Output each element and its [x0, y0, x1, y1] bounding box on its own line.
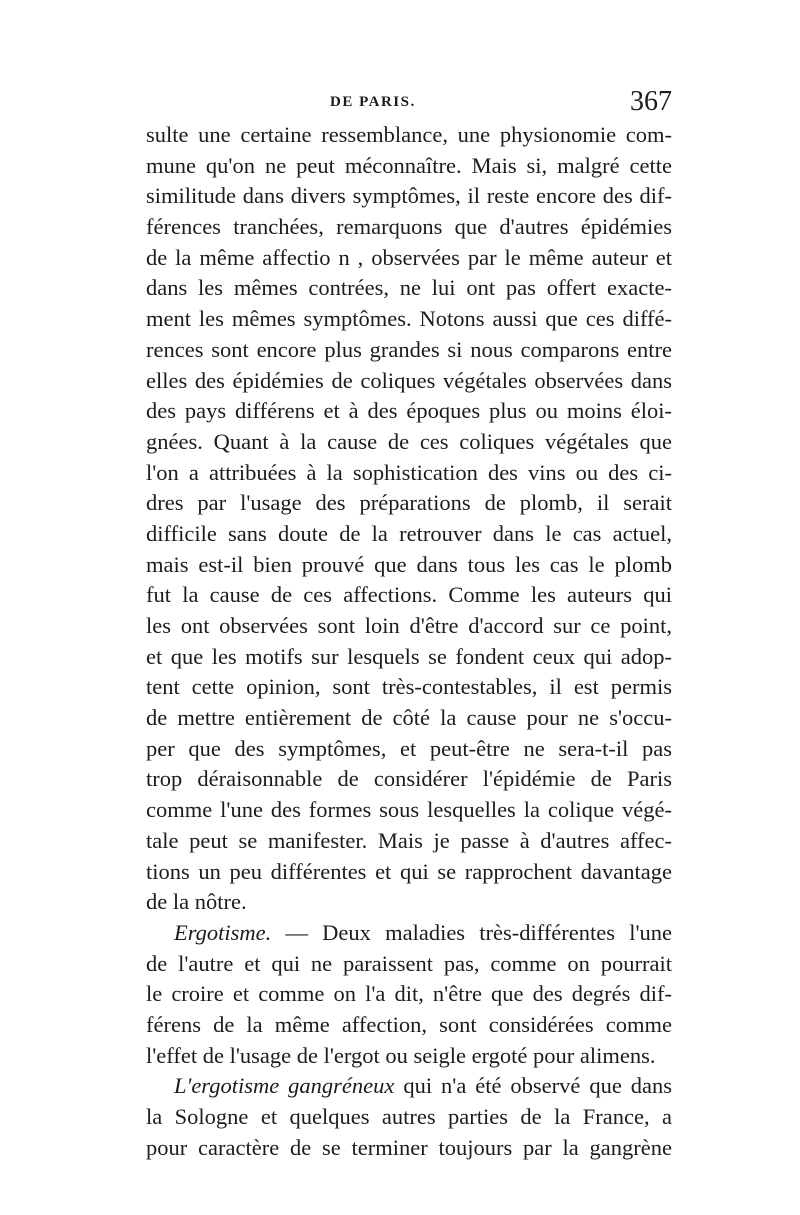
text-line: des pays différens et à des époques plus ou moins éloi- — [146, 398, 672, 424]
gangrene-heading-line — [146, 1071, 672, 1102]
text-line: de la même affectio n , observées par le même auteur et — [146, 244, 672, 270]
text-line: le croire et comme on l'a dit, n'être que des degrés dif- — [146, 981, 672, 1007]
text-line-rest: qui n'a été observé que dans — [394, 1073, 672, 1099]
text-line: la Sologne et quelques autres parties de la France, a — [146, 1104, 672, 1129]
text-line: dres par l'usage des préparations de plomb, il serait — [146, 490, 672, 516]
text-line: de la nôtre. — [146, 889, 247, 915]
text-line: l'on a attribuées à la sophistication des vins ou des ci- — [146, 459, 672, 485]
text-line: mune qu'on ne peut méconnaître. Mais si, malgré cette — [146, 152, 672, 178]
page-number: 367 — [630, 86, 672, 117]
text-line: ment les mêmes symptômes. Notons aussi que ces diffé- — [146, 306, 672, 332]
text-line: difficile sans doute de la retrouver dans le cas actuel, — [146, 520, 672, 546]
ergotisme-term: Ergotisme. — [174, 919, 272, 945]
text-line: pour caractère de se terminer toujours par la gangrène — [146, 1134, 672, 1160]
text-line: fut la cause de ces affections. Comme les auteurs qui — [146, 582, 672, 608]
text-line: les ont observées sont loin d'être d'accord sur ce point, — [146, 613, 672, 638]
body-text — [146, 120, 672, 1163]
text-line-rest: — Deux maladies très-différentes l'une — [271, 919, 672, 945]
text-line: similitude dans divers symptômes, il reste encore des dif- — [146, 183, 672, 209]
text-line: l'effet de l'usage de l'ergot ou seigle ergoté pour alimens. — [146, 1042, 656, 1068]
text-line: tale peut se manifester. Mais je passe à d'autres affec- — [146, 827, 672, 853]
text-line: tent cette opinion, sont très-contestables, il est permis — [146, 674, 672, 700]
text-line: dans les mêmes contrées, ne lui ont pas offert exacte- — [146, 275, 672, 301]
gangrene-term: L'ergotisme gangréneux — [174, 1073, 395, 1099]
text-line: per que des symptômes, et peut-être ne sera-t-il pas — [146, 735, 672, 761]
text-line: mais est-il bien prouvé que dans tous les cas le plomb — [146, 551, 672, 577]
text-line: rences sont encore plus grandes si nous comparons entre — [146, 336, 672, 362]
ergotisme-heading-line — [146, 918, 672, 949]
text-line: férences tranchées, remarquons que d'autres épidémies — [146, 214, 672, 240]
text-line: de l'autre et qui ne paraissent pas, comme on pourrait — [146, 950, 672, 976]
text-line: sulte une certaine ressemblance, une physionomie com- — [146, 122, 672, 147]
text-line: comme l'une des formes sous lesquelles la colique végé- — [146, 797, 672, 823]
running-head — [146, 86, 672, 120]
text-line: et que les motifs sur lesquels se fondent ceux qui adop- — [146, 643, 672, 669]
text-line: elles des épidémies de coliques végétales observées dans — [146, 367, 672, 393]
running-title: DE PARIS. — [330, 94, 416, 110]
text-line: de mettre entièrement de côté la cause pour ne s'occu- — [146, 705, 672, 731]
text-line: férens de la même affection, sont considérées comme — [146, 1011, 672, 1037]
text-line: gnées. Quant à la cause de ces coliques végétales que — [146, 428, 672, 454]
text-line: trop déraisonnable de considérer l'épidémie de Paris — [146, 766, 672, 792]
text-line: tions un peu différentes et qui se rapprochent davantage — [146, 858, 672, 884]
